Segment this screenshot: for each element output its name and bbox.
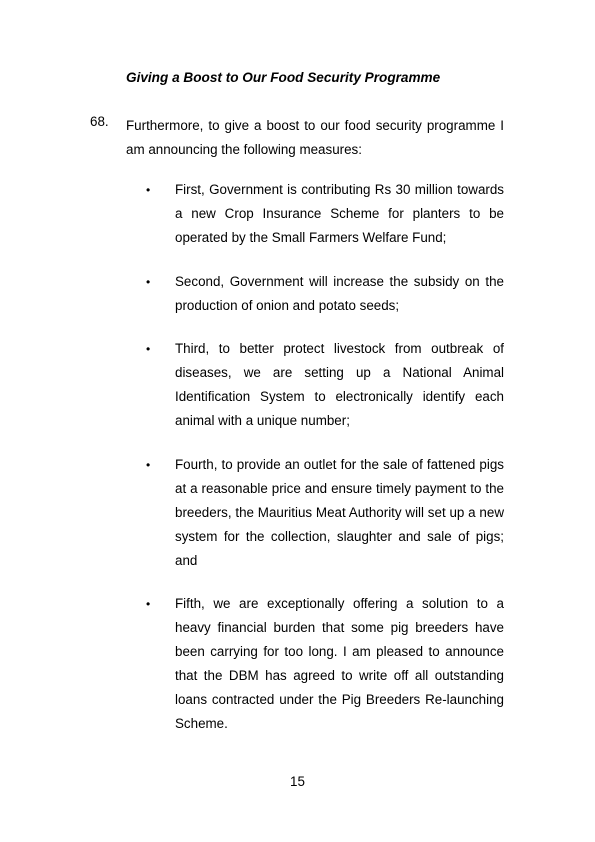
paragraph-text: Furthermore, to give a boost to our food security programme I am announcing the following measures: xyxy=(126,118,504,157)
page-number: 15 xyxy=(290,774,305,789)
bullet-icon: • xyxy=(146,275,151,289)
bullet-text: Third, to better protect livestock from outbreak of diseases, we are setting up a National Animal Identification System to electronically identify each animal with a unique number; xyxy=(175,341,504,428)
bullet-text: First, Government is contributing Rs 30 million towards a new Crop Insurance Scheme for planters to be operated by the Small Farmers Welfare Fund; xyxy=(175,182,504,245)
bullet-icon: • xyxy=(146,183,151,197)
bullet-text: Fifth, we are exceptionally offering a solution to a heavy financial burden that some pig breeders have been carrying for too long. I am pleased to announce that the DBM has agreed to write off all outstanding loans contracted under the Pig Breeders Re-launching Scheme. xyxy=(175,596,504,731)
bullet-icon: • xyxy=(146,342,151,356)
bullet-icon: • xyxy=(146,458,151,472)
bullet-text: Second, Government will increase the subsidy on the production of onion and potato seeds; xyxy=(175,274,504,313)
paragraph-number: 68. xyxy=(90,114,109,129)
bullet-text: Fourth, to provide an outlet for the sale of fattened pigs at a reasonable price and ensure timely payment to the breeders, the Mauritius Meat Authority will set up a new system for the collection, slaughter and sale of pigs; and xyxy=(175,457,504,568)
bullet-icon: • xyxy=(146,597,151,611)
section-heading: Giving a Boost to Our Food Security Programme xyxy=(126,70,441,85)
